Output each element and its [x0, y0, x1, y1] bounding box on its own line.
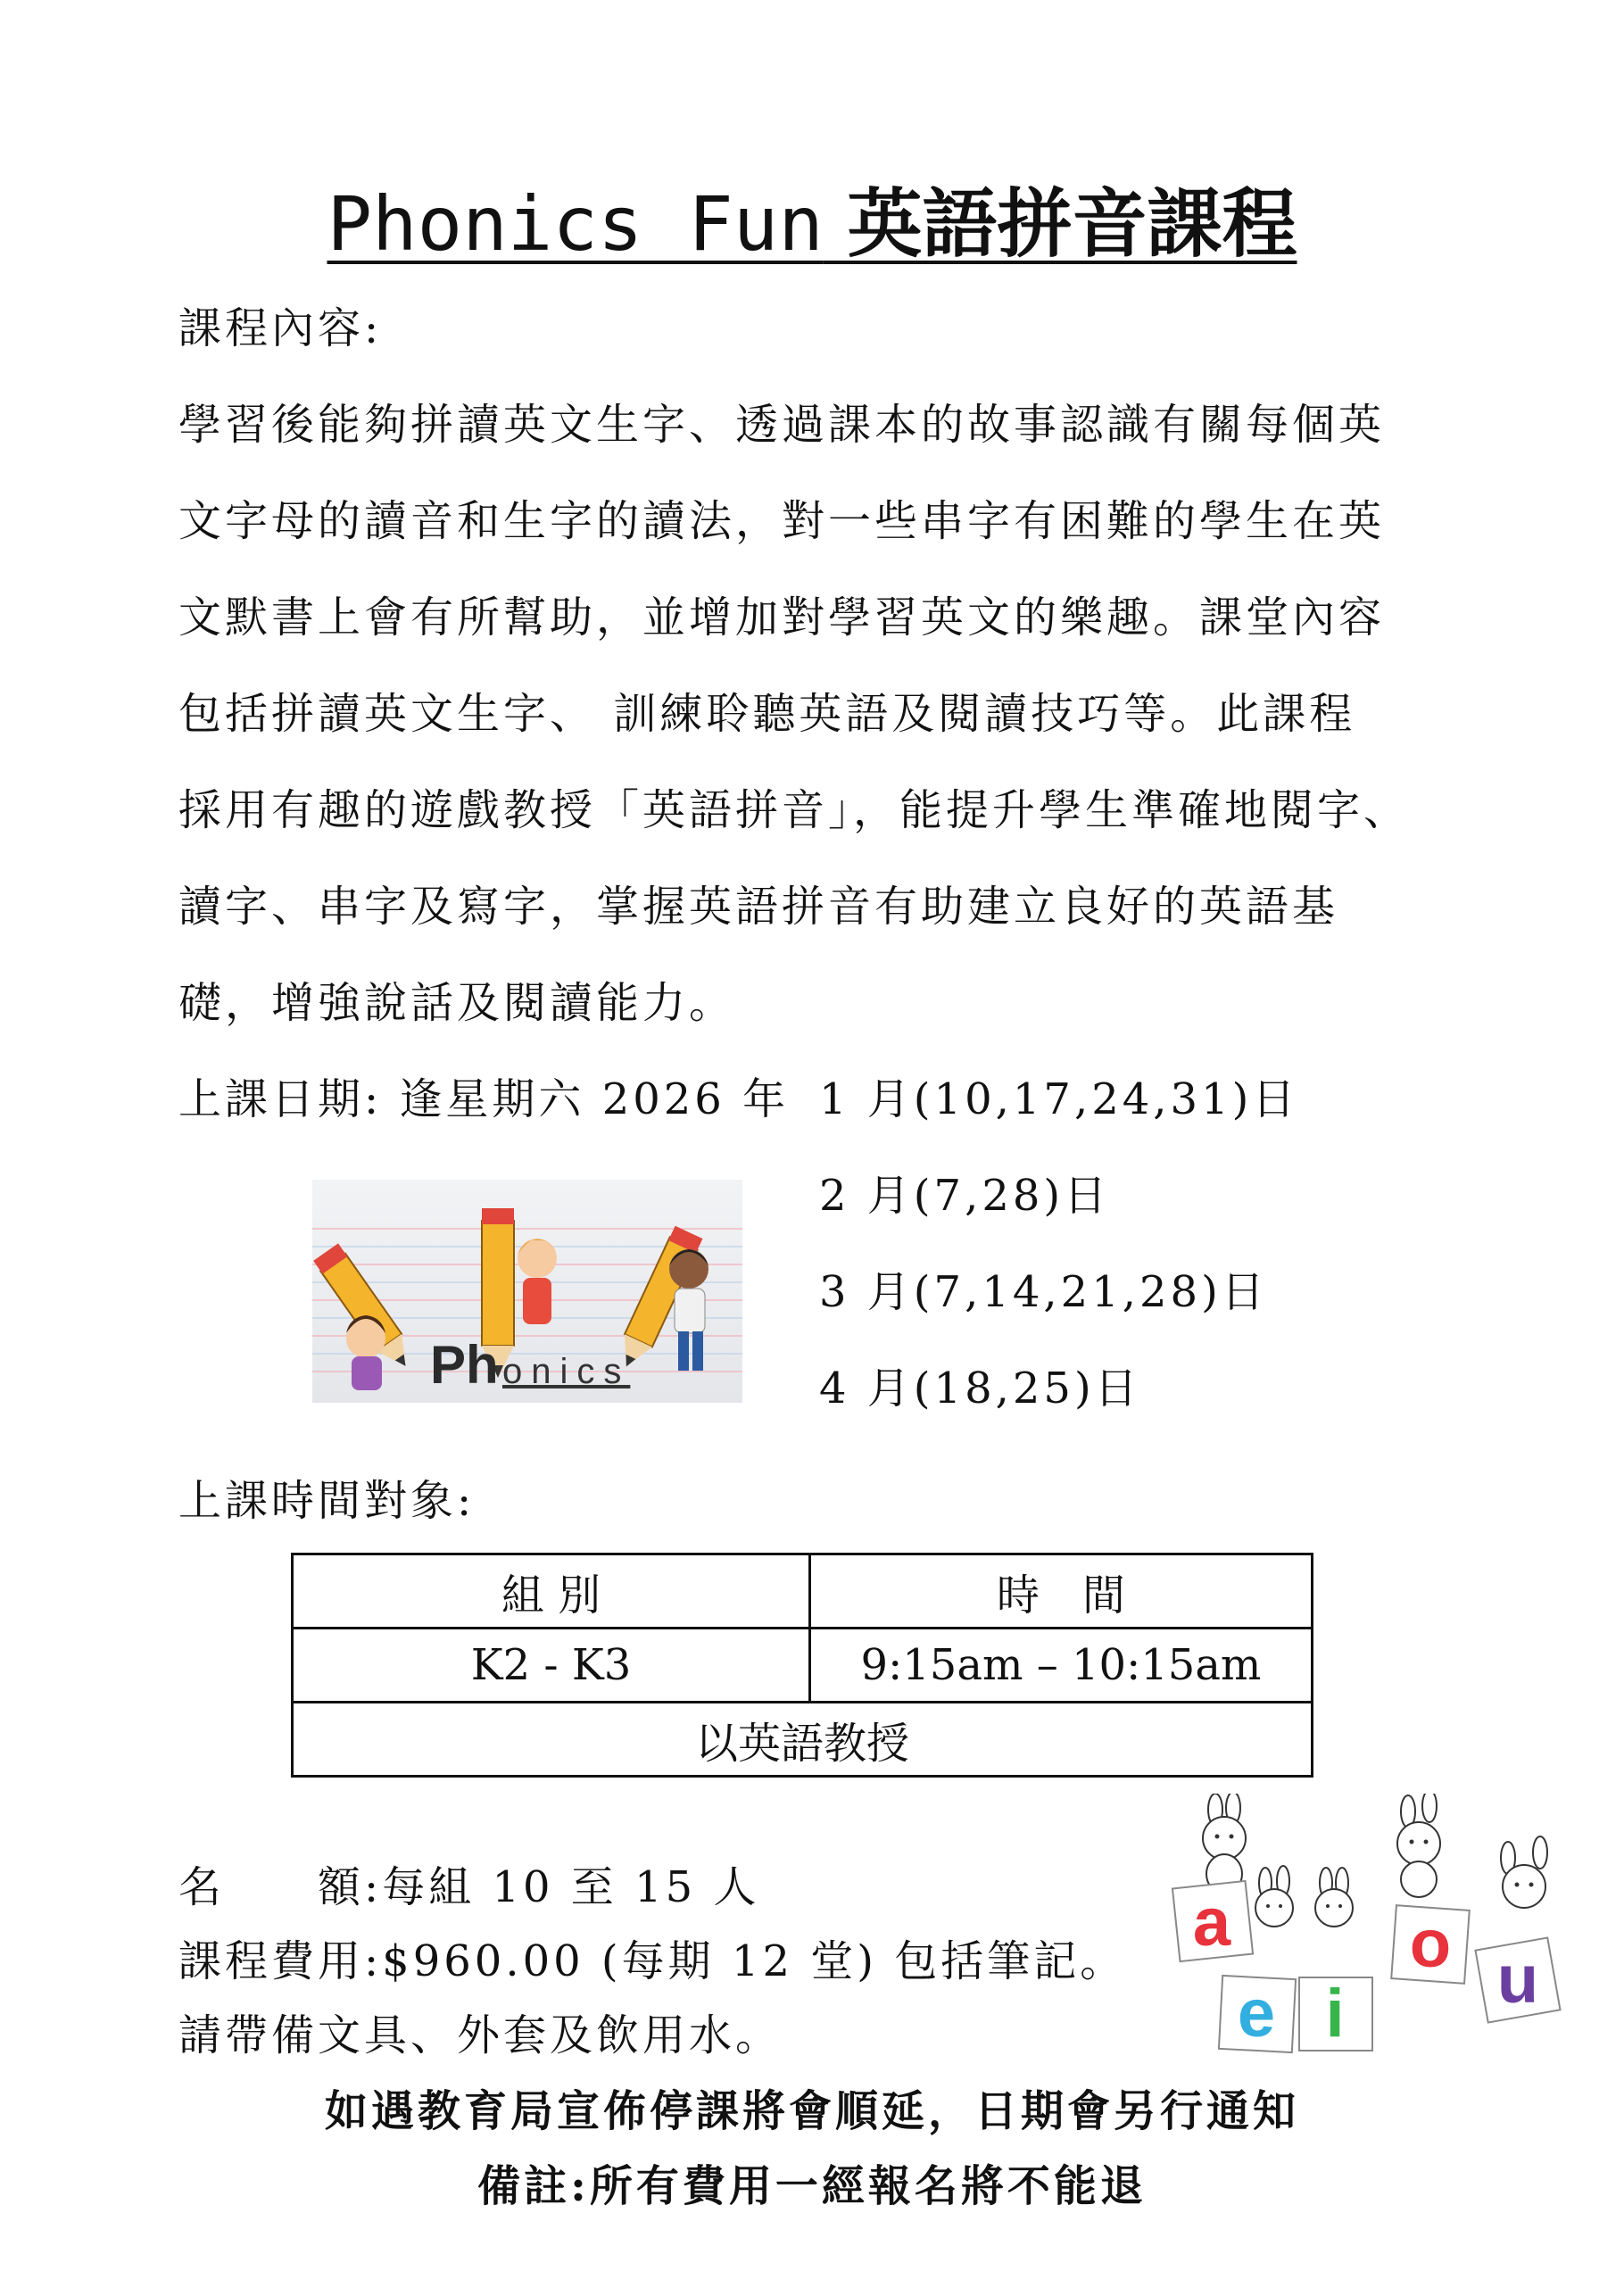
title-chinese: 英語拼音課程: [847, 179, 1297, 268]
date-month-3: 3 月(7,14,21,28)日: [819, 1267, 1268, 1317]
table-footer-row: [293, 1703, 1313, 1777]
header-time: 時 間: [810, 1554, 1313, 1629]
description-line: 文字母的讀音和生字的讀法，對一些串字有困難的學生在英: [178, 496, 1386, 546]
dates-label: 上課日期: 逢星期六 2026 年: [178, 1074, 790, 1124]
fee-line: 課程費用:$960.00 (每期 12 堂) 包括筆記。: [178, 1936, 1127, 1986]
description-line: 讀字、串字及寫字，掌握英語拼音有助建立良好的英語基: [178, 882, 1339, 932]
vowel-i: i: [1325, 1976, 1345, 2051]
vowel-a: a: [1192, 1885, 1231, 1960]
table-header-row: [293, 1554, 1313, 1629]
vowel-e: e: [1237, 1976, 1276, 2051]
description-line: 學習後能夠拼讀英文生字、透過課本的故事認識有關每個英: [178, 400, 1386, 450]
phonics-word-rest: onics: [502, 1352, 631, 1391]
description-line: 礎，增強說話及閱讀能力。: [178, 978, 736, 1028]
schedule-label: 上課時間對象:: [178, 1476, 476, 1526]
quota-line: [178, 1861, 759, 1914]
suspension-notice: 如遇教育局宣佈停課將會順延，日期會另行通知: [324, 2086, 1299, 2136]
phonics-kids-pencils-icon: [312, 1180, 742, 1403]
cell-time: 9:15am – 10:15am: [810, 1629, 1313, 1703]
description-line: 包括拼讀英文生字、 訓練聆聽英語及閱讀技巧等。此課程: [178, 689, 1356, 739]
description-line: 採用有趣的遊戲教授「英語拼音」，能提升學生準確地閱字、: [178, 785, 1411, 835]
cell-group: K2 - K3: [293, 1629, 810, 1703]
cell-language: 以英語教授: [293, 1703, 1313, 1777]
description-line: 文默書上會有所幫助，並增加對學習英文的樂趣。課堂內容: [178, 593, 1386, 642]
title-english: Phonics Fun: [327, 180, 824, 268]
vowel-bunnies-illustration: [1151, 1794, 1570, 2088]
vowel-o: o: [1409, 1906, 1452, 1982]
bring-line: 請帶備文具、外套及飲用水。: [178, 2010, 783, 2060]
schedule-table: [291, 1553, 1313, 1778]
phonics-illustration: [312, 1180, 742, 1403]
content-heading: 課程內容:: [178, 303, 383, 353]
table-row: [293, 1629, 1313, 1703]
refund-remark: 備註:所有費用一經報名將不能退: [477, 2161, 1147, 2211]
phonics-word-bold: Ph: [430, 1335, 499, 1395]
vowel-u: u: [1496, 1942, 1539, 2018]
page-title: [0, 175, 1624, 273]
quota-label: 名 額:: [178, 1862, 383, 1912]
date-month-4: 4 月(18,25)日: [819, 1364, 1141, 1413]
date-month-1: 1 月(10,17,24,31)日: [819, 1074, 1299, 1124]
quota-value: 每組 10 至 15 人: [382, 1862, 760, 1912]
date-month-2: 2 月(7,28)日: [819, 1171, 1111, 1221]
bunnies-vowel-cards-icon: [1151, 1794, 1570, 2088]
header-group: 組 別: [293, 1554, 810, 1629]
